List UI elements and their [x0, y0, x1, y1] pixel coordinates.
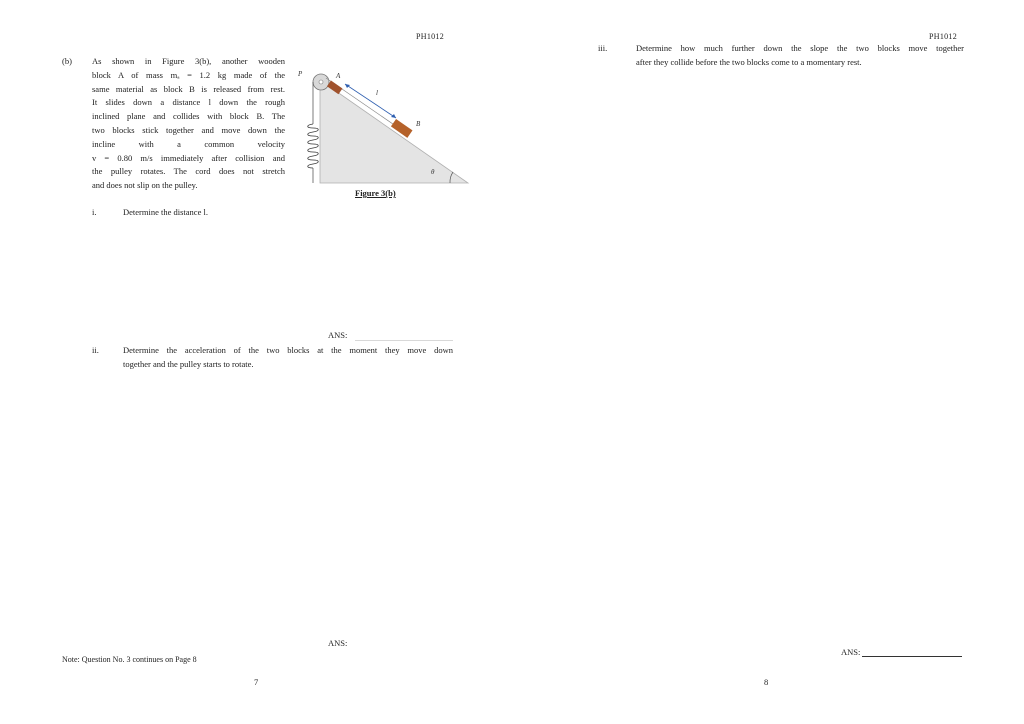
question-iii-text: [636, 42, 964, 70]
question-i-text: Determine the distance l.: [123, 207, 208, 217]
left-page-number: 7: [254, 677, 259, 687]
label-b: B: [416, 120, 421, 128]
intro-line: v = 0.80 m/s immediately after collision and: [92, 152, 285, 163]
part-label: (b): [62, 56, 72, 66]
pulley-axle: [319, 80, 323, 84]
answer-label-3: ANS:: [841, 647, 861, 657]
intro-line: As shown in Figure 3(b), another wooden: [92, 56, 285, 66]
intro-line: two blocks stick together and move down the: [92, 124, 285, 135]
answer-label-1: ANS:: [328, 330, 348, 340]
intro-line: same material as block B is released from rest.: [92, 83, 285, 94]
question-ii-text: [123, 344, 453, 372]
incline-figure: [290, 62, 480, 190]
intro-line: and does not slip on the pulley.: [92, 180, 198, 191]
label-p: P: [298, 70, 303, 78]
question-iii-line: after they collide before the two blocks come to a momentary rest.: [636, 56, 862, 67]
intro-line: the pulley rotates. The cord does not stretch: [92, 166, 285, 177]
answer-line-1[interactable]: [355, 340, 453, 341]
arrowhead-bottom: [391, 114, 396, 118]
right-header-code: PH1012: [929, 32, 958, 41]
question-iii-number: iii.: [598, 43, 608, 53]
incline-plane: [320, 80, 468, 183]
arrowhead-top: [345, 84, 350, 88]
left-header-code: PH1012: [416, 32, 445, 41]
intro-line: inclined plane and collides with block B. The: [92, 111, 285, 122]
spring-coil: [308, 124, 319, 168]
intro-line: incline with a common velocity: [92, 138, 285, 149]
question-iii-line: Determine how much further down the slope the two blocks move together: [636, 43, 964, 53]
question-ii-line: together and the pulley starts to rotate.: [123, 358, 254, 369]
intro-line: block A of mass mₐ = 1.2 kg made of the: [92, 69, 285, 80]
right-page-number: 8: [764, 677, 769, 687]
question-ii-line: Determine the acceleration of the two blocks at the moment they move down: [123, 345, 453, 355]
answer-label-2: ANS:: [328, 638, 348, 648]
question-ii-number: ii.: [92, 345, 99, 355]
intro-line: It slides down a distance l down the rough: [92, 97, 285, 108]
intro-paragraph: [92, 55, 285, 193]
label-l: l: [376, 89, 378, 97]
label-a: A: [336, 72, 341, 80]
question-i-number: i.: [92, 207, 97, 217]
figure-caption: Figure 3(b): [355, 188, 396, 198]
label-theta: θ: [431, 168, 435, 176]
footer-note: Note: Question No. 3 continues on Page 8: [62, 655, 197, 664]
answer-line-3[interactable]: [862, 656, 962, 657]
